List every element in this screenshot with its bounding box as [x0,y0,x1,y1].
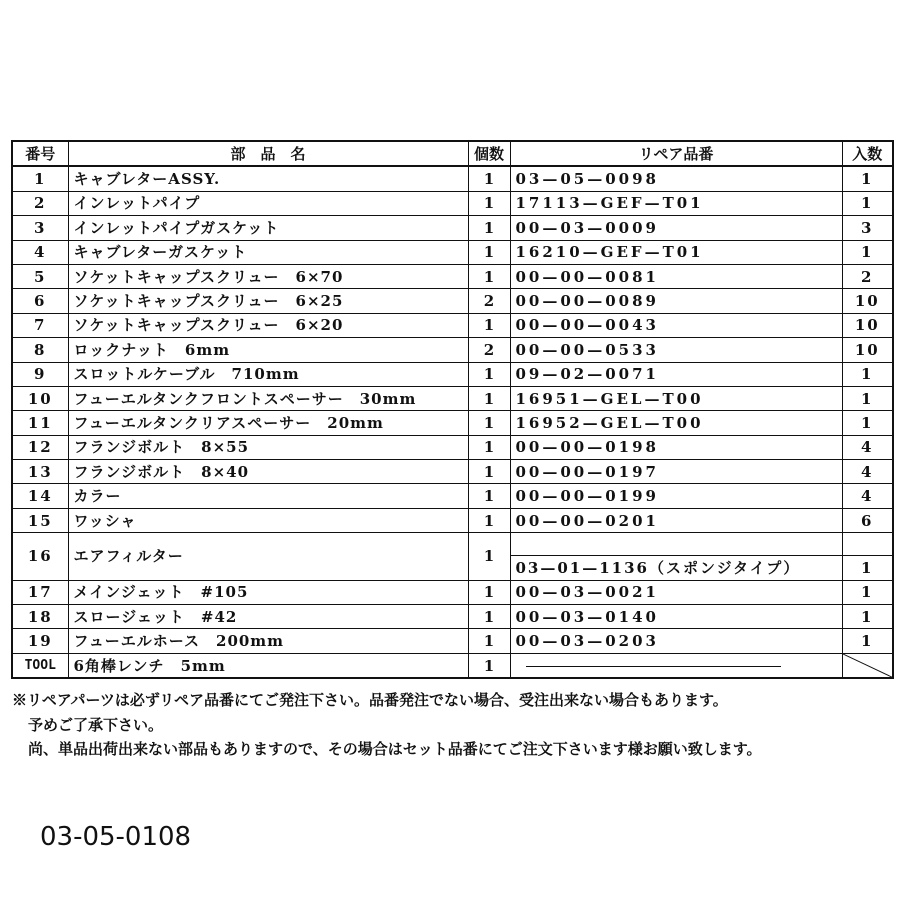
table-row [12,629,893,653]
cell-number: 7 [12,313,68,337]
cell-quantity: 1 [468,313,510,337]
table-row [12,508,893,532]
cell-number: 5 [12,264,68,288]
cell-part-name: インレットパイプ [68,191,468,215]
cell-quantity: 1 [468,653,510,678]
cell-part-name: ソケットキャップスクリュー 6×25 [68,289,468,313]
cell-part-name: メインジェット #105 [68,580,468,604]
table-row [12,411,893,435]
cell-quantity: 1 [468,191,510,215]
table-row [12,289,893,313]
table-row [12,166,893,191]
cell-part-name: ロックナット 6mm [68,338,468,362]
cell-part-name: エアフィルター [68,533,468,580]
cell-number: 12 [12,435,68,459]
note-line-1: ※リペアパーツは必ずリペア品番にてご発注下さい。品番発注でない場合、受注出来ない場合もあります。 [12,691,728,709]
table-row [12,338,893,362]
cell-part-name: スロージェット #42 [68,605,468,629]
parts-table [11,140,894,679]
table-row [12,580,893,604]
cell-part-name: フューエルタンクリアスペーサー 20mm [68,411,468,435]
cell-quantity: 2 [468,289,510,313]
table-row [12,264,893,288]
cell-repair-part-number: 00—00—0533 [510,338,842,362]
cell-pack-quantity: 1 [842,411,893,435]
cell-repair-part-number: 16952—GEL—T00 [510,411,842,435]
cell-pack-quantity: 3 [842,216,893,240]
product-code: 03-05-0108 [40,822,192,852]
cell-pack-quantity: 1 [842,362,893,386]
cell-quantity: 1 [468,411,510,435]
cell-pack-quantity: 6 [842,508,893,532]
cell-quantity: 1 [468,240,510,264]
cell-repair-part-number: 00—00—0201 [510,508,842,532]
cell-quantity: 1 [468,508,510,532]
cell-number: 11 [12,411,68,435]
cell-repair-part-number: 03—01—1136（スポンジタイプ） [510,556,842,580]
table-row [12,216,893,240]
note-line-2: 予めご了承下さい。 [28,715,164,734]
cell-quantity: 1 [468,435,510,459]
header-repair-part-number: リペア品番 [510,141,842,166]
cell-quantity: 1 [468,460,510,484]
cell-quantity: 1 [468,264,510,288]
table-row [12,191,893,215]
cell-part-name: カラー [68,484,468,508]
cell-number: 2 [12,191,68,215]
cell-number: 6 [12,289,68,313]
cell-repair-part-number: 09—02—0071 [510,362,842,386]
table-row [12,240,893,264]
cell-number: 15 [12,508,68,532]
cell-pack-quantity: 1 [842,240,893,264]
table-body-a [12,166,893,532]
cell-quantity: 1 [468,484,510,508]
cell-number: 18 [12,605,68,629]
no-part-number-line [526,666,781,667]
cell-number: 10 [12,386,68,410]
cell-part-name: 6角棒レンチ 5mm [68,653,468,678]
cell-part-name: ソケットキャップスクリュー 6×70 [68,264,468,288]
cell-number: 14 [12,484,68,508]
cell-pack-quantity: 1 [842,605,893,629]
cell-number: 19 [12,629,68,653]
header-part-name: 部 品 名 [68,141,468,166]
cell-part-name: フランジボルト 8×40 [68,460,468,484]
cell-pack-quantity: 4 [842,460,893,484]
cell-repair-part-number: 00—03—0021 [510,580,842,604]
cell-pack-quantity: 10 [842,313,893,337]
cell-number: 9 [12,362,68,386]
cell-number: 17 [12,580,68,604]
cell-pack-quantity: 1 [842,386,893,410]
cell-quantity: 2 [468,338,510,362]
cell-number: 1 [12,166,68,191]
table-body-b [12,580,893,653]
cell-repair-part-number-empty [510,533,842,556]
table-row [12,313,893,337]
table-row [12,435,893,459]
cell-repair-part-number: 00—00—0089 [510,289,842,313]
cell-repair-part-number: 00—00—0043 [510,313,842,337]
cell-repair-part-number: 00—00—0198 [510,435,842,459]
cell-pack-quantity: 1 [842,166,893,191]
header-number: 番号 [12,141,68,166]
cell-pack-quantity: 2 [842,264,893,288]
cell-repair-part-number-none [510,653,842,678]
cell-number: 4 [12,240,68,264]
cell-repair-part-number: 16210—GEF—T01 [510,240,842,264]
diagonal-strike [843,654,893,677]
table-row [12,460,893,484]
cell-part-name: フランジボルト 8×55 [68,435,468,459]
cell-quantity: 1 [468,362,510,386]
cell-pack-quantity: 1 [842,580,893,604]
cell-part-name: インレットパイプガスケット [68,216,468,240]
cell-pack-quantity: 10 [842,289,893,313]
cell-pack-quantity: 4 [842,435,893,459]
table-row [12,362,893,386]
cell-pack-quantity: 1 [842,191,893,215]
header-quantity: 個数 [468,141,510,166]
cell-part-name: フューエルホース 200mm [68,629,468,653]
cell-quantity: 1 [468,166,510,191]
cell-repair-part-number: 00—00—0081 [510,264,842,288]
note-line-3: 尚、単品出荷出来ない部品もありますので、その場合はセット品番にてご注文下さいます様お願い致します。 [28,740,762,758]
cell-pack-quantity-empty [842,533,893,556]
cell-repair-part-number: 00—03—0203 [510,629,842,653]
cell-pack-quantity: 4 [842,484,893,508]
table-row [12,484,893,508]
cell-number: 13 [12,460,68,484]
cell-quantity: 1 [468,605,510,629]
cell-part-name: フューエルタンクフロントスペーサー 30mm [68,386,468,410]
table-header-row [12,141,893,166]
table-row-tool [12,653,893,678]
cell-quantity: 1 [468,580,510,604]
cell-repair-part-number: 03—05—0098 [510,166,842,191]
cell-quantity: 1 [468,216,510,240]
cell-quantity: 1 [468,386,510,410]
cell-part-name: キャブレターガスケット [68,240,468,264]
cell-part-name: ソケットキャップスクリュー 6×20 [68,313,468,337]
cell-pack-quantity: 10 [842,338,893,362]
cell-repair-part-number: 00—03—0009 [510,216,842,240]
table-body-tool [12,653,893,678]
cell-number: 3 [12,216,68,240]
cell-number: 16 [12,533,68,580]
table-body-row16 [12,533,893,580]
cell-repair-part-number: 00—00—0197 [510,460,842,484]
notes [12,688,892,762]
cell-number: TOOL [12,653,68,678]
cell-repair-part-number: 17113—GEF—T01 [510,191,842,215]
cell-quantity: 1 [468,533,510,580]
cell-repair-part-number: 00—03—0140 [510,605,842,629]
header-pack-quantity: 入数 [842,141,893,166]
table-row [12,605,893,629]
table-row-16 [12,533,893,556]
cell-number: 8 [12,338,68,362]
table-row [12,386,893,410]
cell-repair-part-number: 16951—GEL—T00 [510,386,842,410]
cell-quantity: 1 [468,629,510,653]
cell-pack-quantity-none [842,653,893,678]
cell-part-name: スロットルケーブル 710mm [68,362,468,386]
cell-pack-quantity: 1 [842,556,893,580]
cell-pack-quantity: 1 [842,629,893,653]
cell-part-name: ワッシャ [68,508,468,532]
cell-part-name: キャブレターASSY. [68,166,468,191]
cell-repair-part-number: 00—00—0199 [510,484,842,508]
